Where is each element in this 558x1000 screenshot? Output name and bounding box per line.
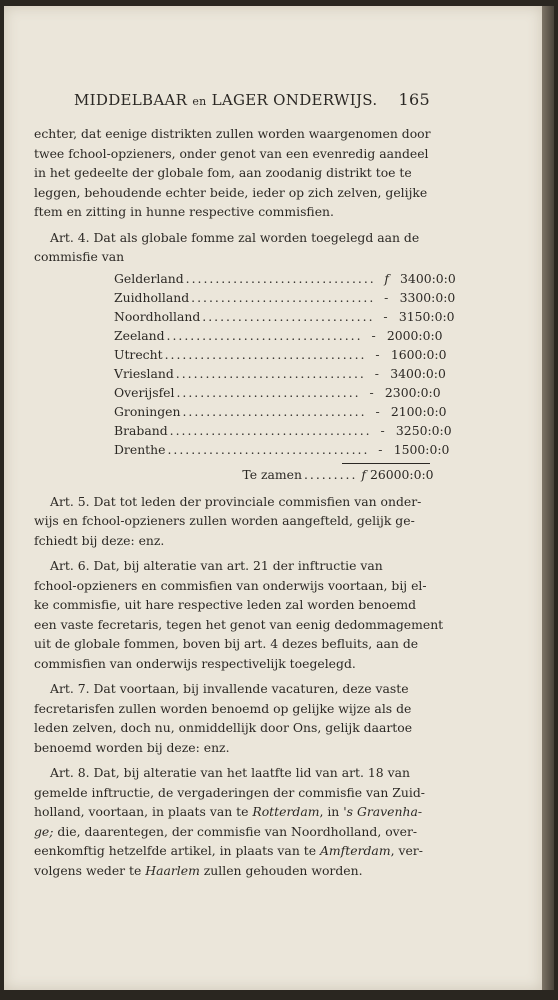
text-line: commisfie van: [34, 249, 125, 264]
text-line: leggen, behoudende echter beide, ieder op zich zelven, gelijke: [34, 184, 428, 200]
title-part-2: LAGER ONDERWIJS.: [211, 91, 378, 109]
text-line: [34, 802, 430, 822]
leader-dots: ..................................: [164, 346, 367, 362]
text-line: fecretarisfen zullen worden benoemd op gelijke wijze als de: [34, 700, 412, 716]
currency-mark: -: [378, 441, 383, 457]
title-part-1: MIDDELBAAR: [74, 91, 188, 109]
text-run: zullen gehouden worden.: [199, 862, 363, 878]
leader-dots: .........: [303, 466, 358, 482]
currency-mark: -: [371, 327, 376, 343]
province-name: Gelderland: [114, 270, 184, 286]
province-amount: 2100:0:0: [390, 403, 447, 419]
province-name: Zuidholland: [114, 289, 190, 305]
text-line: fchool-opzieners en commisfien van onderwijs voortaan, bij el-: [34, 577, 427, 593]
text-line: [34, 822, 430, 842]
province-allocation-list: [114, 269, 456, 486]
province-row: [114, 269, 456, 288]
text-line: Art. 6. Dat, bij alteratie van art. 21 der inftructie van: [50, 558, 383, 573]
text-line: commisfien van onderwijs respectivelijk toegelegd.: [34, 655, 356, 671]
province-row: [114, 345, 447, 364]
text-line: Art. 7. Dat voortaan, bij invallende vacaturen, deze vaste: [50, 681, 409, 696]
city-name: ge;: [34, 823, 54, 839]
text-line: wijs en fchool-opzieners zullen worden aangefteld, gelijk ge-: [34, 513, 415, 528]
province-name: Drenthe: [114, 441, 166, 457]
book-page: [4, 6, 542, 990]
province-amount: 3250:0:0: [395, 422, 452, 438]
text-line: Art. 5. Dat tot leden der provinciale commisfien van onder-: [50, 493, 422, 509]
text-line: benoemd worden bij deze: enz.: [34, 739, 230, 755]
text-line: Art. 4. Dat als globale fomme zal worden toegelegd aan de: [50, 229, 420, 245]
city-name: Haarlem: [145, 862, 200, 878]
total-amount: 26000:0:0: [370, 466, 434, 482]
text-line: fchiedt bij deze: enz.: [34, 532, 165, 548]
province-name: Braband: [114, 422, 168, 438]
text-line: [34, 861, 430, 881]
article-8: [34, 763, 430, 880]
province-amount: 3300:0:0: [399, 289, 456, 305]
leader-dots: ...............................: [182, 403, 367, 419]
province-name: Zeeland: [114, 327, 165, 343]
province-name: Noordholland: [114, 308, 201, 324]
province-amount: 3400:0:0: [390, 365, 446, 381]
city-name: Amfterdam: [319, 843, 391, 858]
text-line: in het gedeelte der globale fom, aan zoodanig distrikt toe te: [34, 165, 412, 180]
text-run: volgens weder te: [34, 862, 146, 878]
city-name: Rotterdam: [252, 804, 320, 819]
running-title: [74, 91, 377, 109]
province-row: [114, 402, 447, 421]
text-line: Art. 8. Dat, bij alteratie van het laatfte lid van art. 18 van: [50, 765, 410, 780]
article-5: [34, 492, 430, 551]
article-6: [34, 556, 444, 673]
currency-mark: -: [375, 403, 380, 419]
province-amount: 2300:0:0: [384, 384, 441, 400]
leader-dots: .............................: [202, 308, 375, 324]
text-run: die, daarentegen, der commisfie van Noordholland, over-: [53, 823, 418, 839]
article-4: [34, 228, 430, 267]
province-row: [114, 421, 452, 440]
text-run: eenkomftig hetzelfde artikel, in plaats van te: [34, 843, 320, 858]
currency-mark: -: [374, 365, 379, 381]
intro-paragraph: [34, 124, 430, 222]
leader-dots: .................................: [166, 327, 363, 343]
currency-mark: -: [380, 422, 385, 438]
text-line: ftem en zitting in hunne respective commisfien.: [34, 204, 334, 219]
text-line: echter, dat eenige distrikten zullen worden waargenomen door: [34, 126, 431, 141]
running-header: [74, 90, 430, 109]
leader-dots: ..................................: [169, 422, 372, 438]
leader-dots: ..................................: [167, 441, 370, 457]
currency-mark: f: [384, 270, 389, 286]
province-name: Groningen: [114, 403, 181, 419]
page-number: 165: [398, 90, 430, 109]
leader-dots: ................................: [175, 365, 366, 381]
province-amount: 1600:0:0: [390, 346, 447, 362]
province-amount: 3150:0:0: [398, 308, 455, 324]
province-amount: 2000:0:0: [386, 327, 443, 343]
article-7: [34, 679, 430, 757]
text-line: twee fchool-opzieners, onder genot van een evenredig aandeel: [34, 145, 429, 161]
province-row: [114, 383, 441, 402]
text-line: gemelde inftructie, de vergaderingen der commisfie van Zuid-: [34, 784, 425, 800]
currency-mark: -: [383, 308, 388, 324]
currency-mark: -: [369, 384, 374, 400]
text-run: , in: [319, 804, 344, 819]
text-line: een vaste fecretaris, tegen het genot van eenig dedommagement: [34, 616, 444, 632]
province-name: Overijsfel: [114, 384, 175, 400]
leader-dots: ................................: [185, 270, 376, 286]
currency-mark: -: [384, 289, 389, 305]
text-line: uit de globale fommen, boven bij art. 4 dezes befluits, aan de: [34, 636, 419, 651]
text-run: , ver-: [390, 843, 423, 858]
total-row: [114, 464, 434, 486]
province-row: [114, 288, 456, 307]
province-name: Utrecht: [114, 346, 163, 362]
text-line: leden zelven, doch nu, onmiddellijk door Ons, gelijk daartoe: [34, 720, 413, 735]
province-amount: 1500:0:0: [393, 441, 450, 457]
text-run: holland, voortaan, in plaats van te: [34, 804, 253, 819]
province-amount: 3400:0:0: [400, 270, 456, 286]
province-row: [114, 326, 443, 345]
province-row: [114, 307, 455, 326]
page-edge-shadow: [542, 6, 554, 990]
text-line: ke commisfie, uit hare respective leden zal worden benoemd: [34, 597, 417, 612]
province-row: [114, 364, 446, 383]
currency-mark: -: [375, 346, 380, 362]
page-body: [34, 124, 456, 886]
city-name: 's Gravenha-: [343, 804, 423, 819]
leader-dots: ...............................: [176, 384, 361, 400]
province-name: Vriesland: [114, 365, 174, 381]
province-row: [114, 440, 450, 459]
leader-dots: ...............................: [191, 289, 376, 305]
total-label: Te zamen: [242, 466, 302, 482]
text-line: [34, 841, 430, 861]
currency-mark: f: [361, 466, 366, 482]
title-conjunction: en: [192, 95, 207, 108]
